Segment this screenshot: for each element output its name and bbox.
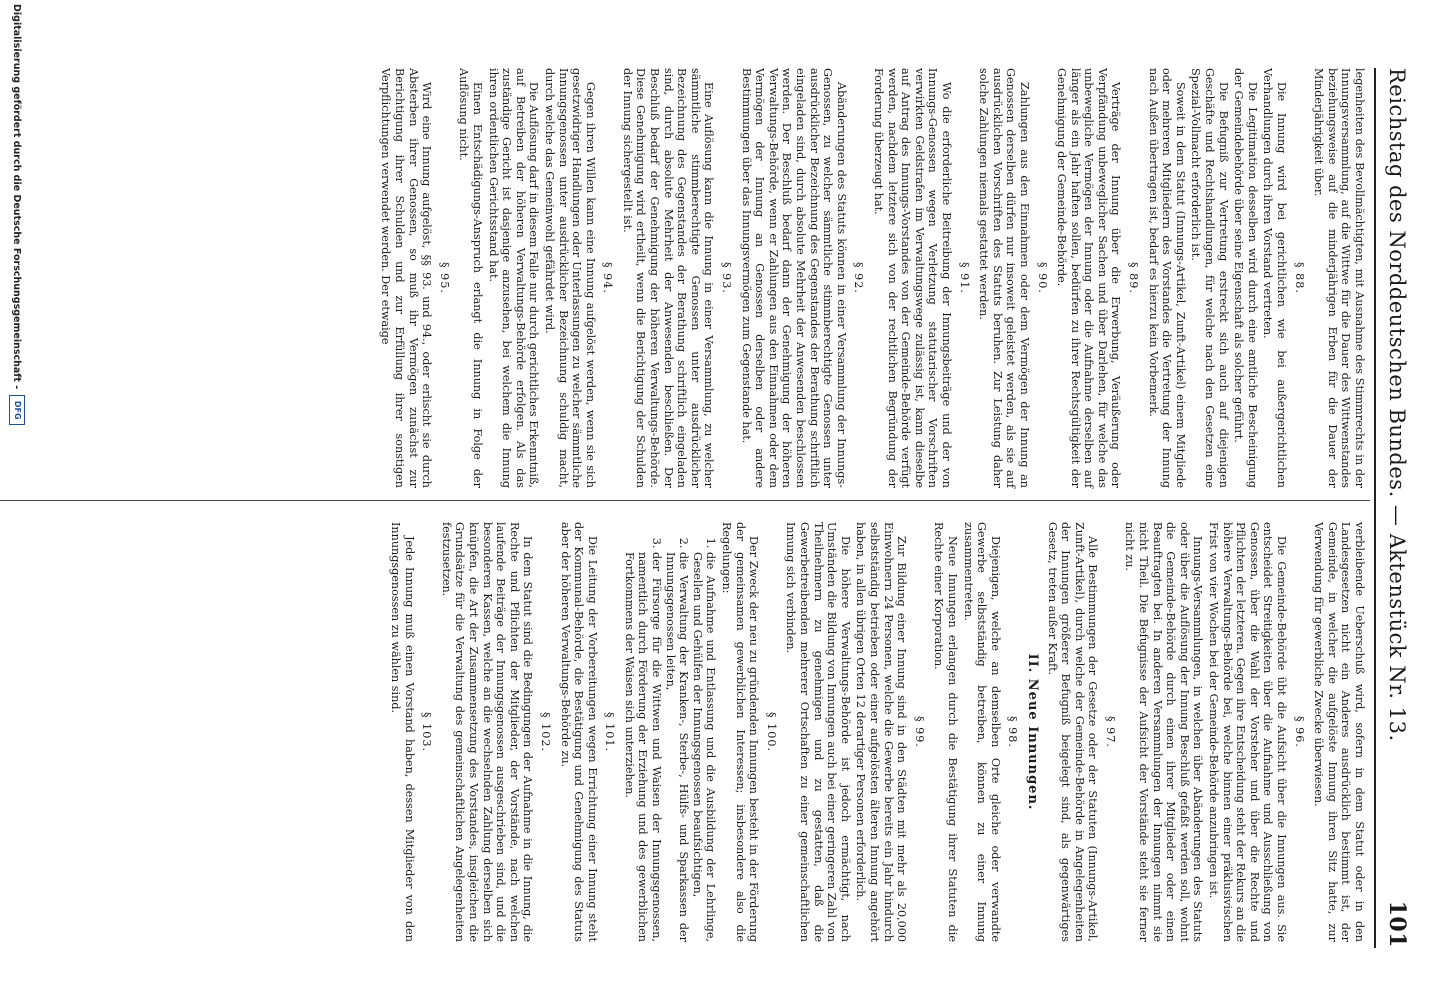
paragraph: Soweit in dem Statut (Innungs-Artikel, Zunft-Artikel) einem Mitgliede oder mehreren Mitgliedern des Vorstandes die Vertretung der Innung nach Außen übertragen ist, bedarf es hierzu kein Vorbemerk. <box>1146 68 1187 488</box>
right-column <box>386 522 1366 942</box>
section-number: § 95. <box>437 262 451 294</box>
section-number: § 96. <box>1292 716 1306 748</box>
section-number: § 102. <box>538 711 552 753</box>
paragraph: Jede Innung muß einen Vorstand haben, dessen Mitglieder von den Innungsgenossen zu wählen sind. <box>389 522 416 942</box>
section-number: § 98. <box>1006 716 1020 748</box>
section-number: § 97. <box>1103 716 1117 748</box>
section-number: § 92. <box>852 262 866 294</box>
section-number: § 94. <box>601 262 615 294</box>
section-number: § 100. <box>764 711 778 753</box>
paragraph: Der Zweck der neu zu gründenden Innungen besteht in der Förderung der gemeinsamen gewerblichen Interessen; insbesondere also die Regelungen: <box>720 522 761 942</box>
left-column <box>377 68 1366 488</box>
page-header <box>1380 68 1410 948</box>
paragraph: Zahlungen aus den Einnahmen oder dem Vermögen der Innung an Genossen derselben dürfen nur insoweit geleistet werden, als sie auf ausdrücklichen Vorschriften des Statuts beruhen. Zur Leistung daher solche Zahlungen niemals gestattet werden. <box>977 68 1031 488</box>
paragraph: Neue Innungen erlangen durch die Bestätigung ihrer Statuten die Rechte einer Korporation. <box>932 522 959 942</box>
section-number: § 89. <box>1127 262 1141 294</box>
chapter-heading: II. Neue Innungen. <box>1024 653 1040 811</box>
paragraph: Die Innung wird bei gerichtlichen wie bei außergerichtlichen Verhandlungen durch ihren Vorstand vertreten. <box>1261 68 1289 488</box>
section-number: § 90. <box>1035 262 1049 294</box>
paragraph: verbleibende Ueberschuß wird, sofern in dem Statut oder in den Landesgesetzen nicht ein Anderes ausdrücklich bestimmt ist, der Gemeinde, in welcher die aufgelöste Innung ihren Sitz hatte, zur Verwendung für gewerbliche Zwecke überwiesen. <box>1312 522 1366 942</box>
list-item: 2. die Verwaltung der Kranken-, Sterbe-, Hülfs- und Sparkassen der Innungsgenossen leiten, <box>663 552 690 942</box>
header-rule <box>1374 68 1376 948</box>
paragraph: Eine Auflösung kann die Innung in einer Versammlung, zu welcher sämmtliche stimmberechtigte Genossen unter ausdrücklicher Bezeichnung des Gegenstandes der Berathung schriftlich eingeladen sind, durch absolute Mehrheit der Anwesenden beschließen. Der Beschluß bedarf der Genehmigung der höheren Verwaltungs-Behörde. Diese Genehmigung wird ertheilt, wenn die Berichtigung der Schulden der Innung sichergestellt ist. <box>620 68 716 488</box>
paragraph: Die Befugniß zur Vertretung erstreckt sich auch auf diejenigen Geschäfte und Rechtshandlungen, für welche nach den Gesetzen eine Spezial-Vollmacht erforderlich ist. <box>1189 68 1230 488</box>
list-item: 3. der Fürsorge für die Wittwen und Waisen der Innungsgenossen, namentlich durch Förderung der Erziehung und des gewerblichen Fortkommens der Waisen sich unterziehen. <box>622 552 663 942</box>
column-divider <box>0 500 1370 501</box>
paragraph: legenheiten des Bevollmächtigten, mit Ausnahme des Stimmrechts in der Innungsversammlung, auf die Wittwe für die Dauer des Wittwenstandes beziehungsweise auf die minderjährigen Erben für die Dauer der Minderjährigkeit über. <box>1312 68 1366 488</box>
list-item: 1. die Aufnahme und Entlassung und die Ausbildung der Lehrlinge, Gesellen und Gehülfen der Innungsgenossen beaufsichtigen, <box>690 552 717 942</box>
paragraph: Diejenigen, welche an demselben Orte gleiche oder verwandte Gewerbe selbstständig betreiben, können zu einer Innung zusammentreten. <box>961 522 1002 942</box>
page-number: 101 <box>1384 900 1410 948</box>
paragraph: Wo die erforderliche Beitreibung der Innungsbeiträge und der von Innungs-Genossen wegen Verletzung statutarischer Vorschriften verwirkten Geldstrafen im Verwaltungswege zulässig ist, kann dieselbe auf Antrag des Innungs-Vorstandes von der Gemeinde-Behörde verfügt werden, nachdem letztere sich von der rechtlichen Begründung der Forderung überzeugt hat. <box>872 68 953 488</box>
paragraph: Abänderungen des Statuts können in einer Versammlung der Innungs-Genossen, zu welcher sämmtliche stimmberechtigte Genossen unter ausdrücklicher Bezeichnung des Gegenstandes der Berathung schriftlich eingeladen sind, durch absolute Mehrheit der Anwesenden beschlossen werden. Der Beschluß bedarf dann der Genehmigung der höheren Verwaltungs-Behörde, wenn er Zahlungen aus den Einnahmen oder dem Vermögen der Innung an Genossen derselben oder andere Bestimmungen über das Innungsvermögen zum Gegenstande hat. <box>739 68 848 488</box>
section-number: § 88. <box>1292 262 1306 294</box>
paragraph: Alle Bestimmungen der Gesetze oder der Statuten (Innungs-Artikel, Zunft-Artikel), durch welche der Gemeinde-Behörde in Angelegenheiten der Innungen größerer Befugniß beigelegt sind, als gegenwärtiges Gesetz, treten außer Kraft. <box>1045 522 1100 942</box>
paragraph: Wird eine Innung aufgelöst, §§ 93. und 94., oder erlischt sie durch Absterben ihrer Genossen, so muß ihr Vermögen zunächst zur Berichtigung ihrer Schulden und zur Erfüllung ihrer sonstigen Verpflichtungen verwendet werden. Der etwaige <box>379 68 434 488</box>
paragraph: Die Auflösung darf in diesem Falle nur durch gerichtliches Erkenntniß, auf Betreiben der höheren Verwaltungs-Behörde erfolgen. Als das zuständige Gericht ist dasjenige anzusehen, bei welchem die Innung ihren ordentlichen Gerichtsstand hat. <box>486 68 541 488</box>
paragraph: Die Gemeinde-Behörde übt die Aufsicht über die Innungen aus. Sie entscheidet Streitigkeiten über die Aufnahme und Ausschließung von Genossen, über die Wahl der Vorsteher und über die Rechte und Pflichten der letzteren. Gegen ihre Entscheidung steht der Rekurs an die höhere Verwaltungs-Behörde bei, welche binnen einer präklusivischen Frist von vier Wochen bei der Gemeinde-Behörde anzubringen ist. <box>1207 522 1289 942</box>
paragraph: Die Leitung der Vorbereitungen wegen Errichtung einer Innung steht der Kommunal-Behörde, die Bestätigung und Genehmigung des Statuts aber der höheren Verwaltungs-Behörde zu. <box>558 522 599 942</box>
digitization-footer <box>6 0 28 1004</box>
dfg-logo: DFG <box>9 395 25 425</box>
enumerated-list <box>622 522 717 942</box>
section-number: § 93. <box>720 262 734 294</box>
paragraph: Verträge der Innung über die Erwerbung, Veräußerung oder Verpfändung unbeweglicher Sachen und über Darlehen, für welche das unbewegliche Vermögen der Innung oder die Aufnahme derselben auf länger als ein Jahr haften sollen, bedürfen zu ihrer Rechtsgültigkeit der Genehmigung der Gemeinde-Behörde. <box>1055 68 1123 488</box>
section-number: § 103. <box>420 711 434 753</box>
section-number: § 101. <box>603 711 617 753</box>
footer-credit: Digitalisierung gefördert durch die Deutsche Forschungsgemeinschaft - <box>11 4 23 390</box>
paragraph: Die höhere Verwaltungs-Behörde ist jedoch ermächtigt, nach Umständen die Bildung von Innungen auch bei einer geringeren Zahl von Theilnehmern zu genehmigen und zu gestatten, daß die Gewerbetreibenden mehrerer Ortschaften zu einer gemeinschaftlichen Innung sich verbinden. <box>784 522 852 942</box>
paragraph: Zur Bildung einer Innung sind in den Städten mit mehr als 20,000 Einwohnern 24 Personen, welche die Gewerbe bereits ein Jahr hindurch selbstständig betrieben oder einer aufgelösten älteren Innung angehört haben, in allen übrigen Orten 12 derartiger Personen erforderlich. <box>854 522 909 942</box>
paragraph: Einen Entschädigungs-Anspruch erlangt die Innung in Folge der Auflösung nicht. <box>457 68 484 488</box>
paragraph: In dem Statut sind die Bedingungen der Aufnahme in die Innung, die Rechte und Pflichten der Mitglieder, der Vorstände, nach welchen laufende Beiträge der Innungsgenossen ausgeschrieben sind, und die besonderen Kassen, welche an die wechselnden Zahlung derselben sich knüpfen, die Art der Zusammensetzung des Vorstandes, insgleichen die Grundsätze für die Verwaltung des gemeinschaftlichen Angelegenheiten festzusetzen. <box>439 522 535 942</box>
section-number: § 99. <box>912 716 926 748</box>
running-title: Reichstag des Norddeutschen Bundes. — Aktenstück Nr. 13. <box>1385 68 1409 742</box>
paragraph: Innungs-Versammlungen, in welchen über Abänderungen des Statuts oder über die Auflösung der Innung Beschluß gefaßt werden soll, wohnt die Gemeinde-Behörde durch einen ihrer Mitglieder oder einen Beauftragten bei. In anderen Versammlungen der Innungen nimmt sie nicht Theil. Die Befugnisse der Aufsicht der Vorstände steht sie ferner nicht zu. <box>1123 522 1205 942</box>
paragraph: Gegen ihren Willen kann eine Innung aufgelöst werden, wenn sie sich gesetzwidriger Handlungen oder Unterlassungen zu welcher sämmtliche Innungsgenossen unter ausdrücklicher Bezeichnung schuldig macht, durch welche das Gemeinwohl gefährdet wird. <box>542 68 597 488</box>
paragraph: Die Legitimation desselben wird durch eine amtliche Bescheinigung der Gemeindebehörde über seine Eigenschaft als solcher geführt. <box>1232 68 1259 488</box>
section-number: § 91. <box>957 262 971 294</box>
